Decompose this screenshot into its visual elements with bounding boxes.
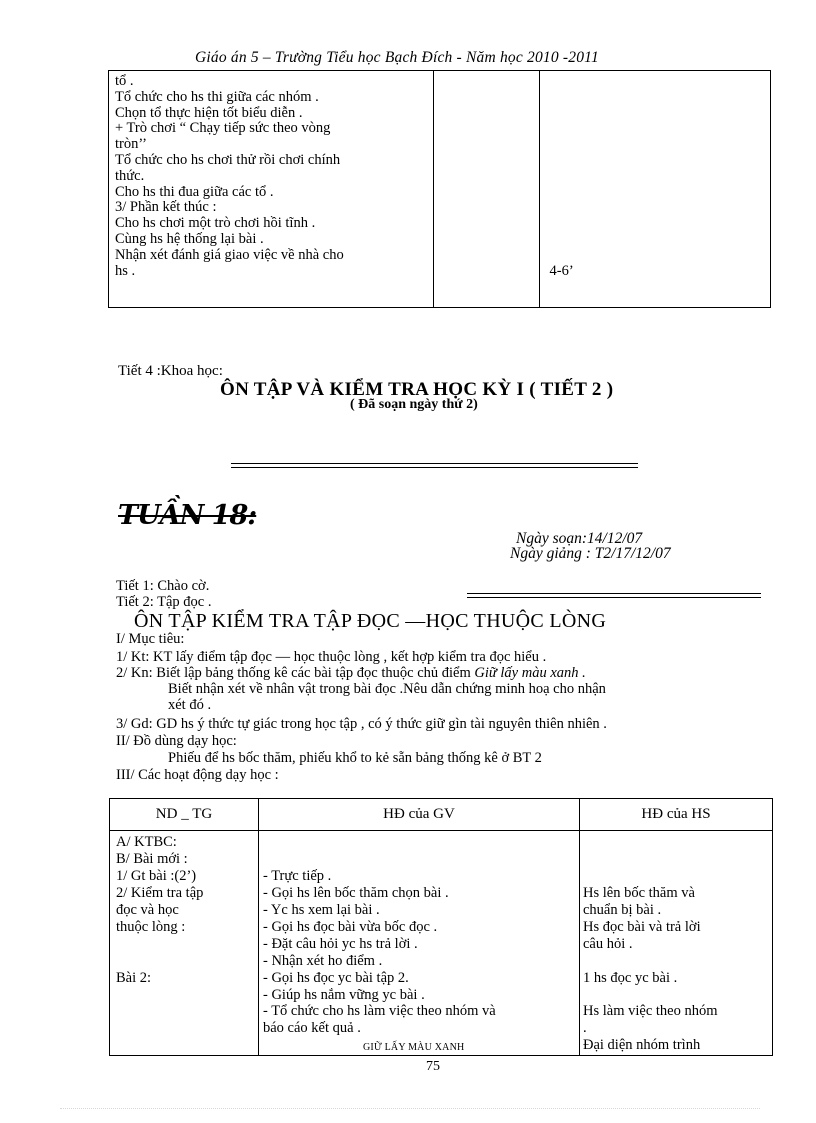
activity-line: tròn’’ bbox=[115, 136, 147, 153]
student-line: Hs làm việc theo nhóm bbox=[583, 1003, 718, 1019]
lesson-tiet1: Tiết 1: Chào cờ. bbox=[116, 578, 210, 594]
lesson-tiet2: Tiết 2: Tập đọc . bbox=[116, 594, 212, 610]
teacher-line: báo cáo kết quả . bbox=[263, 1020, 361, 1036]
materials-text: Phiếu để hs bốc thăm, phiếu khổ to kẻ sẵn bảng thống kê ở BT 2 bbox=[168, 750, 542, 766]
activity-cell bbox=[109, 71, 434, 308]
activity-line: thức. bbox=[115, 167, 145, 184]
content-line: 1/ Gt bài :(2’) bbox=[116, 868, 197, 884]
objective-kn-theme: Giữ lấy màu xanh . bbox=[474, 665, 586, 681]
content-line: thuộc lòng : bbox=[116, 919, 186, 935]
student-cell bbox=[540, 71, 771, 308]
content-line: B/ Bài mới : bbox=[116, 851, 188, 867]
teacher-line: - Nhận xét ho điểm . bbox=[263, 953, 383, 969]
rule-right-bottom bbox=[467, 597, 761, 598]
objective-kt: 1/ Kt: KT lấy điểm tập đọc — học thuộc lòng , kết hợp kiểm tra đọc hiểu . bbox=[116, 649, 547, 665]
activity-line: 3/ Phần kết thúc : bbox=[115, 199, 217, 216]
activity-line: Chọn tổ thực hiện tốt biểu diễn . bbox=[115, 104, 303, 121]
footer-theme: GIỮ LẤY MÀU XANH bbox=[363, 1042, 465, 1053]
teacher-line: - Giúp hs nắm vững yc bài . bbox=[263, 987, 425, 1003]
main-title: ÔN TẬP KIỂM TRA TẬP ĐỌC —HỌC THUỘC LÒNG bbox=[134, 610, 607, 632]
activity-line: Cho hs chơi một trò chơi hồi tĩnh . bbox=[115, 215, 316, 232]
page-header: Giáo án 5 – Trường Tiểu học Bạch Đích - Năm học 2010 -2011 bbox=[195, 49, 599, 66]
content-line: 2/ Kiểm tra tập bbox=[116, 885, 204, 901]
activity-line: + Trò chơi “ Chạy tiếp sức theo vòng bbox=[115, 120, 331, 137]
activity-line: Cùng hs hệ thống lại bài . bbox=[115, 230, 264, 247]
teacher-line: - Gọi hs đọc yc bài tập 2. bbox=[263, 970, 409, 986]
teacher-line: - Trực tiếp . bbox=[263, 868, 332, 884]
activity-line: Cho hs thi đua giữa các tổ . bbox=[115, 183, 274, 200]
teacher-line: - Yc hs xem lại bài . bbox=[263, 902, 380, 918]
teacher-line: - Gọi hs lên bốc thăm chọn bài . bbox=[263, 885, 449, 901]
activity-line: tổ . bbox=[115, 73, 134, 89]
time-cell bbox=[434, 71, 574, 308]
header-hd-gv: HĐ của GV bbox=[259, 799, 580, 831]
activity-line: Nhận xét đánh giá giao việc về nhà cho bbox=[115, 246, 344, 263]
divider-bottom bbox=[231, 467, 638, 468]
student-line: . bbox=[583, 1020, 587, 1036]
time-value: 4-6’ bbox=[549, 262, 574, 279]
objective-kn-line3: xét đó . bbox=[168, 697, 212, 713]
student-line: chuẩn bị bài . bbox=[583, 902, 662, 918]
teacher-line: - Đặt câu hỏi yc hs trả lời . bbox=[263, 936, 418, 952]
activity-line: hs . bbox=[115, 262, 136, 279]
student-line: Hs lên bốc thăm và bbox=[583, 885, 695, 901]
header-hd-hs: HĐ của HS bbox=[580, 799, 773, 831]
objective-kn-line1 bbox=[116, 665, 586, 681]
week-title: TUẦN 18: bbox=[118, 500, 257, 531]
teacher-line: - Gọi hs đọc bài vừa bốc đọc . bbox=[263, 919, 438, 935]
activity-table-continued bbox=[108, 70, 771, 308]
student-line: câu hỏi . bbox=[583, 936, 633, 952]
header-nd-tg: ND _ TG bbox=[110, 799, 259, 831]
content-line: Bài 2: bbox=[116, 970, 152, 986]
lesson4-subtitle: ( Đã soạn ngày thứ 2) bbox=[350, 397, 478, 412]
student-line: 1 hs đọc yc bài . bbox=[583, 970, 678, 986]
date-taught: Ngày giảng : T2/17/12/07 bbox=[510, 545, 671, 562]
objective-gd: 3/ Gd: GD hs ý thức tự giác trong học tập , có ý thức giữ gìn tài nguyên thiên nhiên . bbox=[116, 716, 607, 732]
activity-line: Tổ chức cho hs chơi thử rồi chơi chính bbox=[115, 151, 341, 168]
activities-heading: III/ Các hoạt động dạy học : bbox=[116, 767, 279, 783]
objective-kn-line2: Biết nhận xét về nhân vật trong bài đọc .Nêu dẫn chứng minh hoạ cho nhận bbox=[168, 681, 606, 697]
student-line: Đại diện nhóm trình bbox=[583, 1037, 701, 1053]
objective-kn-text: 2/ Kn: Biết lập bảng thống kê các bài tập đọc thuộc chủ điểm bbox=[116, 665, 475, 681]
objectives-heading: I/ Mục tiêu: bbox=[116, 631, 185, 647]
content-line: đọc và học bbox=[116, 902, 179, 918]
rule-right-top bbox=[467, 593, 761, 594]
divider-top bbox=[231, 463, 638, 464]
student-line: Hs đọc bài và trả lời bbox=[583, 919, 701, 935]
date-prepared: Ngày soạn:14/12/07 bbox=[516, 530, 643, 547]
page-number: 75 bbox=[426, 1059, 440, 1074]
bottom-dotted-rule bbox=[60, 1108, 760, 1109]
lesson4-title: ÔN TẬP VÀ KIỂM TRA HỌC KỲ I ( TIẾT 2 ) bbox=[220, 379, 614, 400]
teacher-line: - Tổ chức cho hs làm việc theo nhóm và bbox=[263, 1003, 496, 1019]
activity-lines bbox=[109, 71, 433, 279]
materials-heading: II/ Đồ dùng dạy học: bbox=[116, 733, 237, 749]
content-line: A/ KTBC: bbox=[116, 834, 177, 850]
lesson4-label: Tiết 4 :Khoa học: bbox=[118, 363, 223, 379]
activity-line: Tổ chức cho hs thi giữa các nhóm . bbox=[115, 88, 319, 105]
